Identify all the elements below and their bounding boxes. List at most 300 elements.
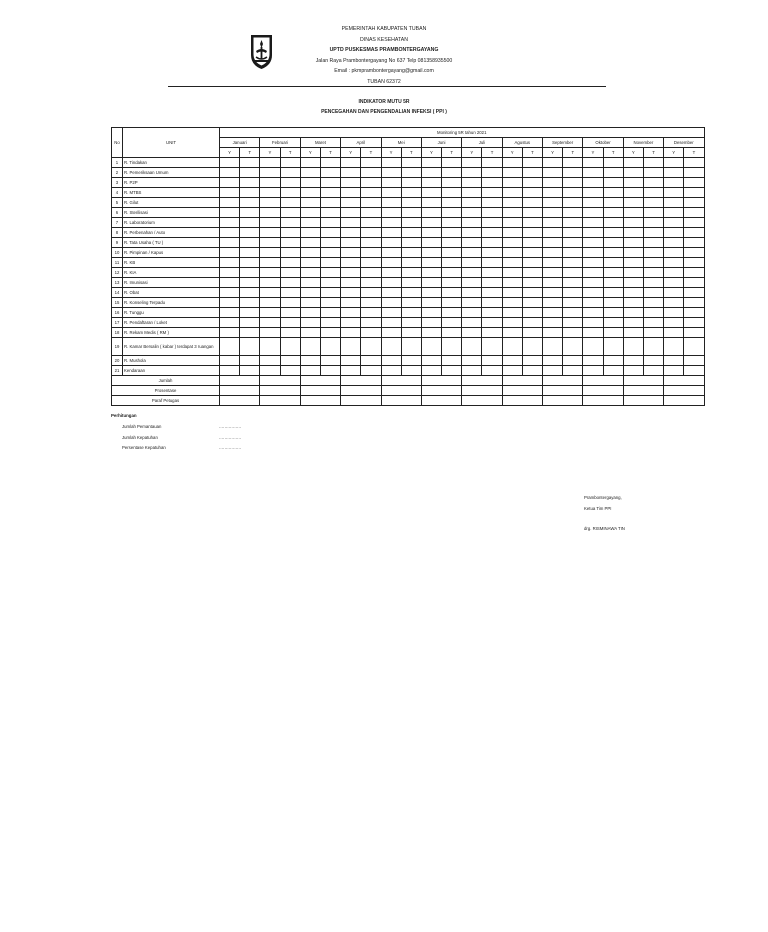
- check-cell: [260, 308, 280, 318]
- check-cell: [220, 258, 240, 268]
- check-cell: [341, 318, 361, 328]
- check-cell: [361, 178, 381, 188]
- check-cell: [684, 268, 704, 278]
- check-cell: [482, 158, 502, 168]
- check-cell: [401, 258, 421, 268]
- row-number: 20: [112, 356, 123, 366]
- month-header: November: [623, 138, 663, 148]
- check-cell: [442, 228, 462, 238]
- check-cell: [522, 188, 542, 198]
- check-cell: [462, 328, 482, 338]
- no-column-header: T: [603, 148, 623, 158]
- check-cell: [502, 238, 522, 248]
- check-cell: [603, 258, 623, 268]
- check-cell: [623, 238, 643, 248]
- check-cell: [280, 318, 300, 328]
- check-cell: [643, 278, 663, 288]
- check-cell: [603, 208, 623, 218]
- check-cell: [583, 278, 603, 288]
- row-number: 14: [112, 288, 123, 298]
- footer-cell: [300, 386, 340, 396]
- check-cell: [482, 268, 502, 278]
- no-header: No: [112, 128, 123, 158]
- check-cell: [442, 248, 462, 258]
- check-cell: [664, 238, 684, 248]
- check-cell: [421, 248, 441, 258]
- check-cell: [502, 328, 522, 338]
- footer-cell: [300, 396, 340, 406]
- check-cell: [623, 366, 643, 376]
- check-cell: [401, 178, 421, 188]
- check-cell: [543, 218, 563, 228]
- table-row: [112, 238, 705, 248]
- footer-cell: [462, 386, 502, 396]
- check-cell: [300, 258, 320, 268]
- check-cell: [280, 338, 300, 356]
- table-row: [112, 318, 705, 328]
- check-cell: [623, 288, 643, 298]
- check-cell: [664, 188, 684, 198]
- row-unit: R. Imunisasi: [123, 278, 220, 288]
- check-cell: [522, 218, 542, 228]
- check-cell: [603, 298, 623, 308]
- check-cell: [684, 288, 704, 298]
- check-cell: [442, 178, 462, 188]
- check-cell: [280, 268, 300, 278]
- table-row: [112, 198, 705, 208]
- check-cell: [421, 288, 441, 298]
- check-cell: [603, 318, 623, 328]
- check-cell: [462, 356, 482, 366]
- check-cell: [260, 198, 280, 208]
- check-cell: [421, 188, 441, 198]
- check-cell: [421, 178, 441, 188]
- check-cell: [341, 198, 361, 208]
- check-cell: [462, 308, 482, 318]
- check-cell: [300, 178, 320, 188]
- check-cell: [240, 208, 260, 218]
- check-cell: [583, 198, 603, 208]
- check-cell: [260, 356, 280, 366]
- check-cell: [220, 248, 240, 258]
- document-subtitle: PENCEGAHAN DAN PENGENDALIAN INFEKSI ( PPI ): [321, 109, 447, 115]
- check-cell: [421, 158, 441, 168]
- row-unit: R. Sterilisasi: [123, 208, 220, 218]
- check-cell: [643, 158, 663, 168]
- check-cell: [240, 268, 260, 278]
- check-cell: [381, 178, 401, 188]
- check-cell: [220, 228, 240, 238]
- footer-cell: [664, 396, 704, 406]
- check-cell: [502, 356, 522, 366]
- check-cell: [361, 366, 381, 376]
- table-row: [112, 366, 705, 376]
- check-cell: [543, 158, 563, 168]
- monitoring-header: Monitoring 5R tahun 2021: [220, 128, 705, 138]
- no-column-header: T: [563, 148, 583, 158]
- check-cell: [563, 218, 583, 228]
- check-cell: [563, 258, 583, 268]
- unit-header: UNIT: [123, 128, 220, 158]
- footer-cell: [543, 396, 583, 406]
- row-number: 8: [112, 228, 123, 238]
- check-cell: [240, 248, 260, 258]
- footer-cell: [502, 376, 542, 386]
- table-row: [112, 228, 705, 238]
- check-cell: [482, 168, 502, 178]
- check-cell: [280, 218, 300, 228]
- no-column-header: T: [442, 148, 462, 158]
- check-cell: [341, 218, 361, 228]
- check-cell: [361, 248, 381, 258]
- check-cell: [482, 338, 502, 356]
- check-cell: [341, 298, 361, 308]
- check-cell: [361, 158, 381, 168]
- check-cell: [442, 268, 462, 278]
- check-cell: [684, 366, 704, 376]
- check-cell: [220, 198, 240, 208]
- check-cell: [543, 188, 563, 198]
- check-cell: [300, 238, 320, 248]
- check-cell: [280, 258, 300, 268]
- check-cell: [442, 298, 462, 308]
- check-cell: [300, 168, 320, 178]
- check-cell: [220, 338, 240, 356]
- check-cell: [421, 356, 441, 366]
- row-number: 9: [112, 238, 123, 248]
- check-cell: [543, 208, 563, 218]
- check-cell: [462, 366, 482, 376]
- check-cell: [603, 198, 623, 208]
- check-cell: [643, 298, 663, 308]
- yes-column-header: Y: [462, 148, 482, 158]
- footer-cell: [664, 376, 704, 386]
- check-cell: [603, 238, 623, 248]
- check-cell: [320, 168, 340, 178]
- row-number: 16: [112, 308, 123, 318]
- row-number: 3: [112, 178, 123, 188]
- check-cell: [502, 308, 522, 318]
- check-cell: [643, 238, 663, 248]
- check-cell: [361, 278, 381, 288]
- check-cell: [482, 248, 502, 258]
- check-cell: [583, 288, 603, 298]
- signature-name: drg. RISMINAWA TIN: [584, 526, 625, 531]
- check-cell: [643, 178, 663, 188]
- month-header: Agustus: [502, 138, 542, 148]
- check-cell: [401, 248, 421, 258]
- row-unit: R. Obat: [123, 288, 220, 298]
- check-cell: [240, 278, 260, 288]
- check-cell: [643, 258, 663, 268]
- check-cell: [482, 278, 502, 288]
- row-number: 4: [112, 188, 123, 198]
- row-unit: R. Tunggu: [123, 308, 220, 318]
- check-cell: [684, 308, 704, 318]
- check-cell: [522, 328, 542, 338]
- check-cell: [623, 258, 643, 268]
- check-cell: [280, 178, 300, 188]
- check-cell: [280, 328, 300, 338]
- check-cell: [280, 188, 300, 198]
- check-cell: [623, 218, 643, 228]
- check-cell: [643, 308, 663, 318]
- table-row: [112, 208, 705, 218]
- no-column-header: T: [320, 148, 340, 158]
- check-cell: [240, 228, 260, 238]
- check-cell: [502, 366, 522, 376]
- check-cell: [361, 298, 381, 308]
- check-cell: [381, 238, 401, 248]
- check-cell: [462, 248, 482, 258]
- check-cell: [280, 168, 300, 178]
- check-cell: [240, 288, 260, 298]
- check-cell: [280, 248, 300, 258]
- no-column-header: T: [361, 148, 381, 158]
- check-cell: [401, 168, 421, 178]
- check-cell: [643, 338, 663, 356]
- calc-value-percentage: ................: [219, 445, 242, 450]
- letterhead-institution: UPTD PUSKESMAS PRAMBONTERGAYANG: [329, 47, 439, 53]
- check-cell: [482, 228, 502, 238]
- check-cell: [482, 198, 502, 208]
- check-cell: [260, 208, 280, 218]
- check-cell: [381, 288, 401, 298]
- check-cell: [361, 318, 381, 328]
- check-cell: [300, 198, 320, 208]
- check-cell: [502, 338, 522, 356]
- check-cell: [260, 278, 280, 288]
- check-cell: [341, 366, 361, 376]
- check-cell: [442, 308, 462, 318]
- check-cell: [220, 366, 240, 376]
- check-cell: [341, 168, 361, 178]
- check-cell: [643, 208, 663, 218]
- document-title: INDIKATOR MUTU 5R: [358, 99, 410, 105]
- check-cell: [563, 366, 583, 376]
- check-cell: [421, 338, 441, 356]
- check-cell: [220, 298, 240, 308]
- check-cell: [361, 198, 381, 208]
- check-cell: [563, 158, 583, 168]
- check-cell: [603, 366, 623, 376]
- check-cell: [563, 298, 583, 308]
- check-cell: [583, 318, 603, 328]
- check-cell: [220, 168, 240, 178]
- check-cell: [361, 268, 381, 278]
- check-cell: [623, 208, 643, 218]
- row-unit: R. MTBS: [123, 188, 220, 198]
- check-cell: [280, 238, 300, 248]
- check-cell: [300, 158, 320, 168]
- check-cell: [260, 248, 280, 258]
- check-cell: [664, 228, 684, 238]
- check-cell: [664, 338, 684, 356]
- check-cell: [684, 198, 704, 208]
- check-cell: [220, 188, 240, 198]
- check-cell: [583, 356, 603, 366]
- check-cell: [341, 228, 361, 238]
- check-cell: [421, 318, 441, 328]
- check-cell: [421, 228, 441, 238]
- check-cell: [341, 178, 361, 188]
- check-cell: [320, 258, 340, 268]
- check-cell: [442, 188, 462, 198]
- check-cell: [341, 248, 361, 258]
- check-cell: [421, 268, 441, 278]
- month-header: April: [341, 138, 381, 148]
- check-cell: [543, 318, 563, 328]
- row-unit: R. Kamar Bersalin ( kabar ) terdapat 3 ruangan: [123, 338, 220, 356]
- check-cell: [381, 328, 401, 338]
- check-cell: [522, 318, 542, 328]
- no-column-header: T: [280, 148, 300, 158]
- check-cell: [462, 168, 482, 178]
- calc-label-percentage: Persentase Kepatuhan: [122, 445, 166, 450]
- check-cell: [442, 238, 462, 248]
- check-cell: [462, 178, 482, 188]
- check-cell: [664, 218, 684, 228]
- check-cell: [543, 278, 563, 288]
- check-cell: [442, 208, 462, 218]
- check-cell: [260, 268, 280, 278]
- month-header: Februari: [260, 138, 300, 148]
- check-cell: [381, 258, 401, 268]
- check-cell: [543, 268, 563, 278]
- check-cell: [522, 208, 542, 218]
- check-cell: [341, 288, 361, 298]
- check-cell: [421, 218, 441, 228]
- check-cell: [220, 288, 240, 298]
- check-cell: [421, 208, 441, 218]
- yes-column-header: Y: [583, 148, 603, 158]
- check-cell: [220, 308, 240, 318]
- check-cell: [502, 168, 522, 178]
- check-cell: [442, 168, 462, 178]
- check-cell: [280, 158, 300, 168]
- table-footer-row: [112, 396, 705, 406]
- check-cell: [220, 328, 240, 338]
- check-cell: [320, 356, 340, 366]
- check-cell: [563, 338, 583, 356]
- check-cell: [341, 356, 361, 366]
- check-cell: [684, 328, 704, 338]
- check-cell: [401, 198, 421, 208]
- check-cell: [583, 218, 603, 228]
- row-number: 5: [112, 198, 123, 208]
- check-cell: [421, 308, 441, 318]
- check-cell: [442, 288, 462, 298]
- footer-cell: [341, 386, 381, 396]
- footer-cell: [502, 386, 542, 396]
- check-cell: [260, 168, 280, 178]
- table-row: [112, 258, 705, 268]
- table-row: [112, 178, 705, 188]
- check-cell: [421, 278, 441, 288]
- check-cell: [623, 298, 643, 308]
- check-cell: [543, 238, 563, 248]
- check-cell: [643, 188, 663, 198]
- check-cell: [684, 178, 704, 188]
- check-cell: [401, 278, 421, 288]
- check-cell: [381, 308, 401, 318]
- footer-cell: [664, 386, 704, 396]
- check-cell: [381, 278, 401, 288]
- calc-value-compliance: ................: [219, 435, 242, 440]
- check-cell: [522, 356, 542, 366]
- table-row: [112, 278, 705, 288]
- footer-cell: [623, 396, 663, 406]
- check-cell: [462, 288, 482, 298]
- table-row: [112, 308, 705, 318]
- check-cell: [664, 278, 684, 288]
- check-cell: [563, 288, 583, 298]
- footer-cell: [462, 376, 502, 386]
- row-unit: R. Pemeriksaan Umum: [123, 168, 220, 178]
- row-unit: R. Perbenahan / Auto: [123, 228, 220, 238]
- check-cell: [482, 218, 502, 228]
- check-cell: [341, 238, 361, 248]
- check-cell: [603, 278, 623, 288]
- check-cell: [684, 278, 704, 288]
- check-cell: [421, 298, 441, 308]
- check-cell: [522, 228, 542, 238]
- check-cell: [280, 366, 300, 376]
- check-cell: [664, 308, 684, 318]
- footer-cell: [381, 396, 421, 406]
- check-cell: [482, 328, 502, 338]
- check-cell: [320, 158, 340, 168]
- check-cell: [563, 248, 583, 258]
- check-cell: [220, 158, 240, 168]
- calculation-title: Perhitungan: [111, 413, 137, 418]
- month-header: September: [543, 138, 583, 148]
- check-cell: [603, 268, 623, 278]
- calc-label-compliance: Jumlah Kepatuhan: [122, 435, 158, 440]
- check-cell: [341, 158, 361, 168]
- check-cell: [240, 168, 260, 178]
- check-cell: [664, 208, 684, 218]
- check-cell: [643, 228, 663, 238]
- row-number: 18: [112, 328, 123, 338]
- calc-label-monitoring: Jumlah Pemantauan: [122, 424, 162, 429]
- check-cell: [583, 238, 603, 248]
- check-cell: [361, 308, 381, 318]
- check-cell: [442, 278, 462, 288]
- table-row: [112, 288, 705, 298]
- check-cell: [220, 278, 240, 288]
- check-cell: [684, 218, 704, 228]
- check-cell: [421, 258, 441, 268]
- check-cell: [240, 338, 260, 356]
- check-cell: [462, 158, 482, 168]
- check-cell: [623, 308, 643, 318]
- footer-cell: [220, 396, 260, 406]
- row-number: 10: [112, 248, 123, 258]
- check-cell: [421, 366, 441, 376]
- table-row: [112, 268, 705, 278]
- yes-column-header: Y: [381, 148, 401, 158]
- check-cell: [643, 168, 663, 178]
- check-cell: [684, 338, 704, 356]
- monitoring-table: [111, 127, 705, 406]
- check-cell: [603, 168, 623, 178]
- check-cell: [260, 178, 280, 188]
- check-cell: [240, 308, 260, 318]
- check-cell: [341, 258, 361, 268]
- check-cell: [320, 188, 340, 198]
- check-cell: [623, 268, 643, 278]
